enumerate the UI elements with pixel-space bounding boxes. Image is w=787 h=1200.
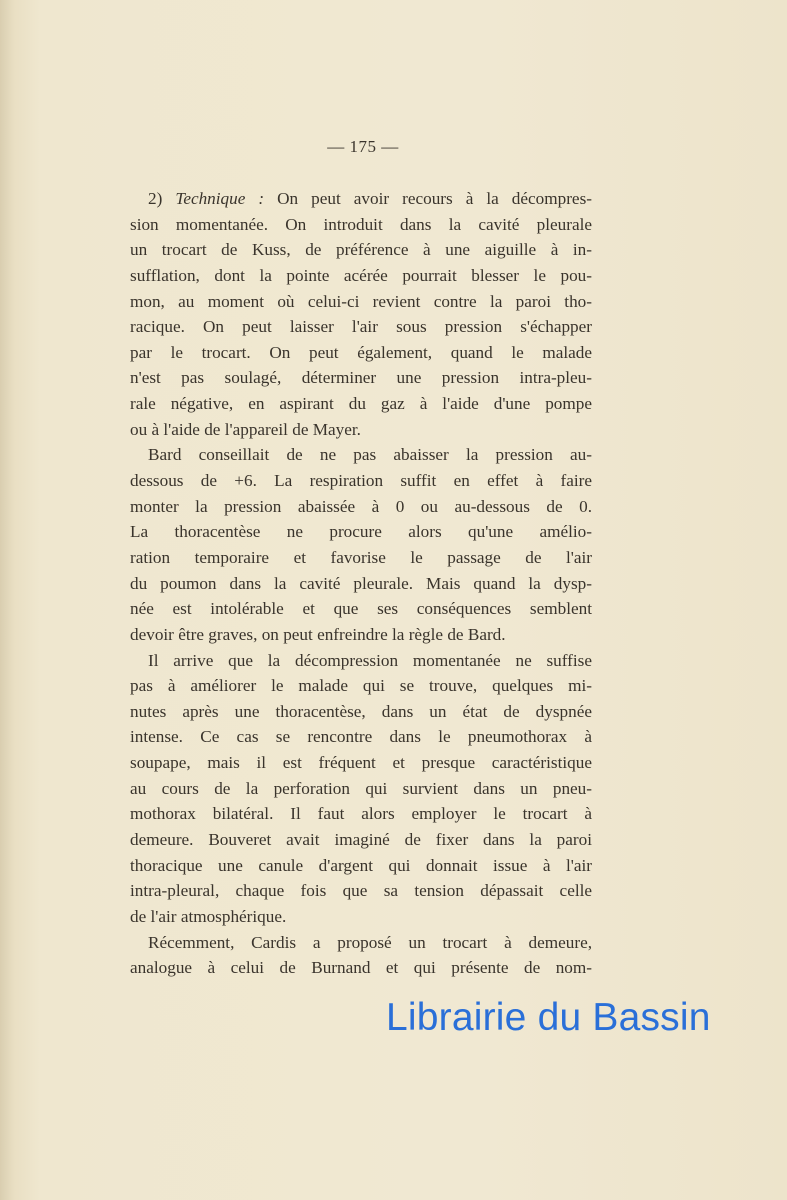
text-line: un trocart de Kuss, de préférence à une aiguille à in- xyxy=(130,240,592,260)
text-line: La thoracentèse ne procure alors qu'une amélio- xyxy=(130,522,592,542)
text-line: mon, au moment où celui-ci revient contre la paroi tho- xyxy=(130,291,592,311)
watermark: Librairie du Bassin xyxy=(386,996,711,1039)
section-heading: Technique : xyxy=(175,189,265,208)
text-line: pas à améliorer le malade qui se trouve, quelques mi- xyxy=(130,676,592,696)
text-line: racique. On peut laisser l'air sous pression s'échapper xyxy=(130,317,592,337)
paragraph xyxy=(130,648,592,930)
body-text xyxy=(130,186,592,981)
text-line: intra-pleural, chaque fois que sa tension dépassait celle xyxy=(130,881,592,901)
text-line: du poumon dans la cavité pleurale. Mais quand la dysp- xyxy=(130,573,592,593)
text-line: de l'air atmosphérique. xyxy=(130,906,287,926)
text-line: au cours de la perforation qui survient dans un pneu- xyxy=(130,778,592,798)
text-line: Il arrive que la décompression momentanée ne suffise xyxy=(148,650,592,670)
text-line: n'est pas soulagé, déterminer une pression intra-pleu- xyxy=(130,368,592,388)
paragraph xyxy=(130,186,592,442)
text-line: ou à l'aide de l'appareil de Mayer. xyxy=(130,419,361,439)
section-number: 2) xyxy=(148,189,176,208)
text-line: mothorax bilatéral. Il faut alors employer le trocart à xyxy=(130,804,592,824)
text-line: par le trocart. On peut également, quand le malade xyxy=(130,342,592,362)
text-line: soupape, mais il est fréquent et presque caractéristique xyxy=(130,753,592,773)
text-line: ration temporaire et favorise le passage de l'air xyxy=(130,547,592,567)
text-line: demeure. Bouveret avait imaginé de fixer dans la paroi xyxy=(130,830,592,850)
text-line: monter la pression abaissée à 0 ou au-dessous de 0. xyxy=(130,496,592,516)
text-line: Récemment, Cardis a proposé un trocart à demeure, xyxy=(148,932,592,952)
text-line: sion momentanée. On introduit dans la cavité pleurale xyxy=(130,214,592,234)
text-line: intense. Ce cas se rencontre dans le pneumothorax à xyxy=(130,727,592,747)
page-number: — 175 — xyxy=(327,137,399,156)
text-line: analogue à celui de Burnand et qui présente de nom- xyxy=(130,958,592,978)
text-line: nutes après une thoracentèse, dans un état de dyspnée xyxy=(130,701,592,721)
text-line: rale négative, en aspirant du gaz à l'aide d'une pompe xyxy=(130,394,592,414)
text-line: devoir être graves, on peut enfreindre la règle de Bard. xyxy=(130,624,506,644)
text-line xyxy=(130,186,592,212)
text-line: née est intolérable et que ses conséquences semblent xyxy=(130,599,592,619)
text-line: dessous de +6. La respiration suffit en effet à faire xyxy=(130,471,592,491)
text-line: Bard conseillait de ne pas abaisser la pression au- xyxy=(148,445,592,465)
section-text: On peut avoir recours à la décompres- xyxy=(264,189,592,208)
paragraph xyxy=(130,442,592,647)
text-line: sufflation, dont la pointe acérée pourrait blesser le pou- xyxy=(130,265,592,285)
text-line: thoracique une canule d'argent qui donnait issue à l'air xyxy=(130,855,592,875)
paragraph xyxy=(130,930,592,981)
